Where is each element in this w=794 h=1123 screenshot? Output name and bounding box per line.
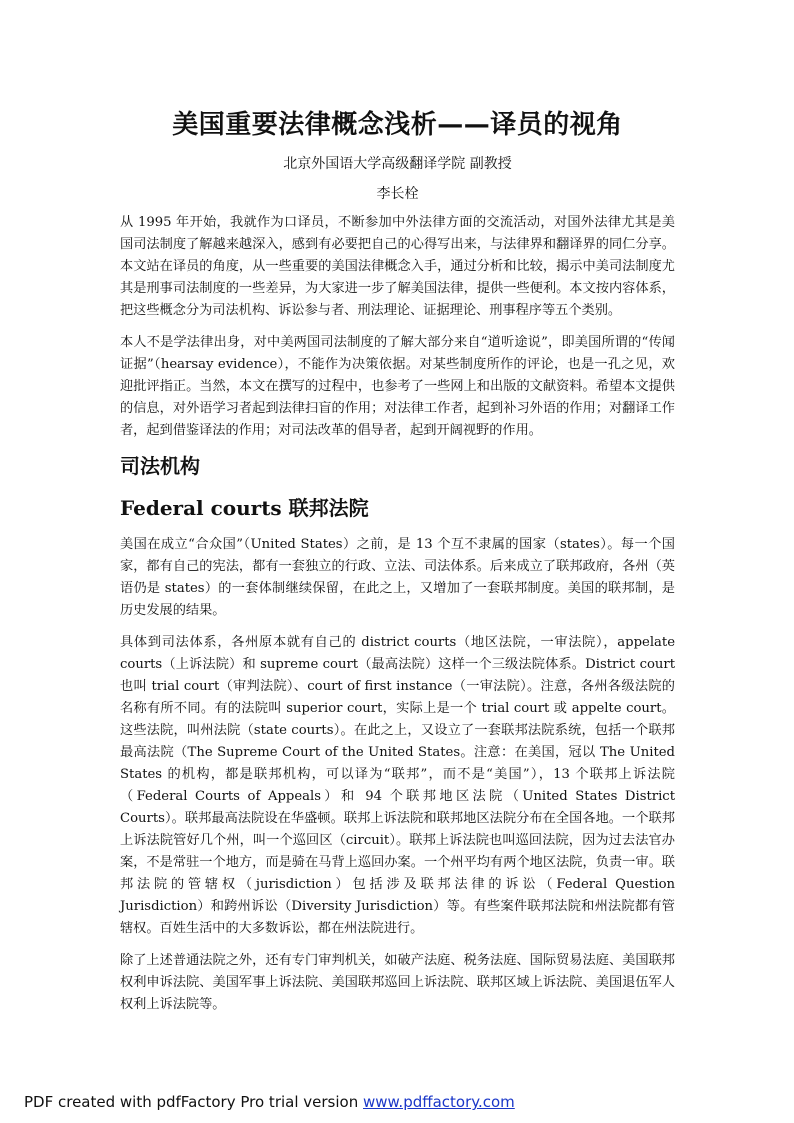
subsection-heading: Federal courts 联邦法院: [120, 495, 369, 520]
section-heading: 司法机构: [120, 453, 200, 478]
author-name: 李长栓: [376, 186, 419, 203]
section-paragraph-3: 除了上述普通法院之外，还有专门审判机关，如破产法庭、税务法庭、国际贸易法庭、美国联邦权利申诉法院、美国军事上诉法院、美国联邦巡回上诉法院、联邦区域上诉法院、美国退伍军人权利上诉法院等。: [120, 952, 675, 1012]
pdf-footer: [24, 1093, 515, 1111]
footer-link[interactable]: www.pdffactory.com: [363, 1093, 515, 1111]
footer-text: PDF created with pdfFactory Pro trial version: [24, 1093, 363, 1111]
intro-paragraph-2: 本人不是学法律出身，对中美两国司法制度的了解大部分来自“道听途说”，即美国所谓的“传闻证据”（hearsay evidence），不能作为决策依据。对某些制度所作的评论，也是一孔之见，欢迎批评指正。当然，本文在撰写的过程中，也参考了一些网上和出版的文献资料。希望本文提供的信息，对外语学习者起到法律扫盲的作用；对法律工作者，起到补习外语的作用；对翻译工作者，起到借鉴译法的作用；对司法改革的倡导者，起到开阔视野的作用。: [120, 334, 675, 438]
section-paragraph-2: 具体到司法体系，各州原本就有自己的 district courts（地区法院，一审法院），appelate courts（上诉法院）和 supreme court（最高法院）这样一个三级法院体系。District court 也叫 trial court（审判法院）、court of first instance（一审法院）。注意，各州各级法院的名称有所不同。有的法院叫 superior court，实际上是一个 trial court 或 appelte court。这些法院，叫州法院（state courts）。在此之上，又设立了一套联邦法院系统，包括一个联邦最高法院（The Supreme Court of the United States。注意：在美国，冠以 The United States 的机构，都是联邦机构，可以译为“联邦”，而不是“美国”），13 个联邦上诉法院（Federal Courts of Appeals）和 94 个联邦地区法院（United States District Courts）。联邦最高法院设在华盛顿。联邦上诉法院和联邦地区法院分布在全国各地。一个联邦上诉法院管好几个州，叫一个巡回区（circuit）。联邦上诉法院也叫巡回法院，因为过去法官办案，不是常驻一个地方，而是骑在马背上巡回办案。一个州平均有两个地区法院，负责一审。联邦法院的管辖权（jurisdiction）包括涉及联邦法律的诉讼（Federal Question Jurisdiction）和跨州诉讼（Diversity Jurisdiction）等。有些案件联邦法院和州法院都有管辖权。百姓生活中的大多数诉讼，都在州法院进行。: [120, 634, 675, 936]
document-title: 美国重要法律概念浅析——译员的视角: [172, 110, 623, 140]
section-paragraph-1: 美国在成立“合众国”（United States）之前，是 13 个互不隶属的国家（states）。每一个国家，都有自己的宪法，都有一套独立的行政、立法、司法体系。后来成立了联邦政府，各州（英语仍是 states）的一套体制继续保留，在此之上，又增加了一套联邦制度。美国的联邦制，是历史发展的结果。: [120, 536, 675, 618]
document-page: [120, 108, 675, 1026]
intro-paragraph-1: 从 1995 年开始，我就作为口译员，不断参加中外法律方面的交流活动，对国外法律尤其是美国司法制度了解越来越深入，感到有必要把自己的心得写出来，与法律界和翻译界的同仁分享。本文站在译员的角度，从一些重要的美国法律概念入手，通过分析和比较，揭示中美司法制度尤其是刑事司法制度的一些差异，为大家进一步了解美国法律，提供一些便利。本文按内容体系，把这些概念分为司法机构、诉讼参与者、刑法理论、证据理论、刑事程序等五个类别。: [120, 214, 675, 318]
author-affiliation: 北京外国语大学高级翻译学院 副教授: [283, 156, 512, 173]
